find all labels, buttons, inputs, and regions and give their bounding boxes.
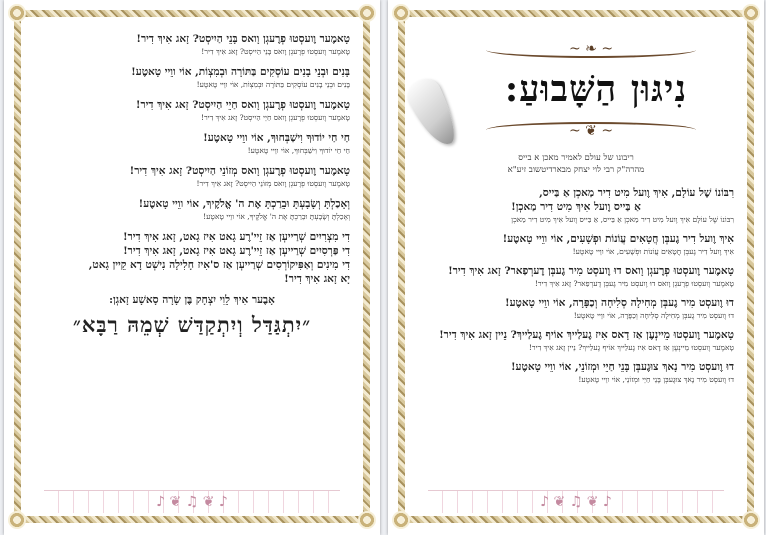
verse-line: וְאָכַלְתָּ וְשָׂבָעְתָּ וּבֵרַכְתָּ אֶת ה' אֱלֹקֶיךָ, אוֹי ווֵיי טָאטֶע! — [138, 198, 350, 210]
verse-line: חַי חַי יוֹדוּךָ וִישַׁבְּחוּךָ, אוֹי ווֵיי טָאטֶע! — [203, 132, 350, 144]
nations-line: דִי פַּרְסִיִים שְׁרַייעְן אַז זֵיי'רֶע גָאט אִיז גָאט, זָאג אִיךְ דִיר! — [123, 245, 350, 257]
verse-block — [418, 264, 734, 289]
verse-block — [34, 32, 350, 57]
verse-block — [34, 164, 350, 189]
closing-line: אָבֶער אִיךְ לֵוִי יִצְחָק בֶּן שָׂרָה סָאשָׁע זָאגְן: — [109, 294, 275, 306]
verse-line: דוּ וֶועסְט מִיר נָאךְ צוּגֶעבְּן בָּנֵי חַיֵי וּמְזוֹנֵי, אוֹי ווֵיי טָאטֶע! — [510, 361, 734, 373]
left-page-text — [34, 32, 350, 338]
verse-block — [34, 197, 350, 222]
verse-line: רִבּוֹנוֹ שֶׁל עוֹלָם, אִיךְ וֶועל מִיט דִיר מַאכְן אַ בַּייס, — [539, 187, 734, 199]
verse-block — [34, 98, 350, 123]
verse-line: טָאמֶער וֶועסְטוּ פְרֶעגְן וָואס בָּנֵי הַיִיסְט? זָאג אִיךְ דִיר! — [136, 33, 350, 45]
nations-line: דִי מִצְרִיִים שְׁרַייעְן אַז זֵיי'רֶע גָאט אִיז גָאט, זָאג אִיךְ דִיר! — [123, 231, 350, 243]
kaddish-heading: ״יִתְגַּדַּל וְיִתְקַדַּשׁ שְׁמֵהּ רַבָּא״ — [72, 312, 312, 337]
corner-ornament — [742, 4, 760, 22]
verse-transliteration: בָּנִים וּבְנֵי בָנִים עוֹסְקִים בַּתּוֹרָה וּבְמִצְוֹת, אוֹי ווֵיי טָאטֶע! — [196, 80, 350, 89]
swirl-ornament-top: ~ ❧ ~ — [486, 42, 696, 58]
verse-transliteration: טָאמֶער וֶועסְטוּ פְרֶעגְן וָואס מְזוֹנֵי הַיִיסְט? זָאג אִיךְ דִיר! — [196, 179, 350, 188]
verse-transliteration: דוּ וֶועסְט מִיר גֶעבְּן מְחִילָה סְלִיחָה וְכַפָּרָה, אוֹי ווֵיי טָאטֶע! — [573, 311, 734, 320]
verse-block — [418, 232, 734, 257]
verse-line: טָאמֶער וֶועסְטוּ פְרֶעגְן וָואס דוּ וֶועסְט מִיר גֶעבְּן דֶערְפַאר? זָאג אִיךְ דִיר! — [448, 265, 734, 277]
verse-line: בָּנִים וּבְנֵי בָנִים עוֹסְקִים בַּתּוֹרָה וּבְמִצְוֹת, אוֹי ווֵיי טָאטֶע! — [131, 66, 350, 78]
verse-line: אִיךְ וֶועל דִיר גֶעבְּן חֲטָאִים עֲוֹנוֹת וּפְשָׁעִים, אוֹי ווֵיי טָאטֶע! — [502, 233, 734, 245]
verse-line: טָאמֶער וֶועסְטוּ מֵיינְעֶן אַז דָאס אִיז גֶעלַייךְ אוֹיף גֶעלַייךְ? נֵיין זָאג אִיךְ דִיר! — [439, 329, 734, 341]
subtitle-line: ריבונו של עולם לאמיר מאכן א בייס — [518, 153, 634, 163]
verse-block — [418, 360, 734, 385]
verse-block — [418, 296, 734, 321]
nations-line: דִי מִינִים וְאַפִּיקוֹרְסִים שְׁרַייעְן אַז ס'אִיז חָלִילָה נִישְׁט דָא קֵיין גָאט, — [88, 259, 350, 271]
music-notes-decoration: ♪ ❦ ♫ ❦ ♪ — [44, 490, 340, 513]
verse-transliteration: טָאמֶער וֶועסְטוּ פְרֶעגְן וָואס דוּ וֶועסְט מִיר גֶעבְּן דֶערְפַאר? זָאג אִיךְ דִיר! — [534, 279, 734, 288]
swirl-ornament-bottom: ~ ❦ ~ — [486, 122, 696, 138]
verse-line: טָאמֶער וֶועסְטוּ פְרֶעגְן וָואס מְזוֹנֵי הַיִיסְט? זָאג אִיךְ דִיר! — [129, 165, 350, 177]
subtitle-line: מהרה"ק רבי לוי יצחק מבארדיטשוב זיע"א — [507, 165, 645, 175]
page-title: נִיגּוּן הַשָּׁבוּעַ: — [504, 68, 688, 110]
nations-block — [34, 230, 350, 286]
verse-transliteration: טָאמֶער וֶועסְטוּ פְרֶעגְן וָואס בָּנֵי הַיִיסְט? זָאג אִיךְ דִיר! — [201, 47, 350, 56]
corner-ornament — [392, 511, 410, 529]
verse-line: אַ בַּייס וֶועל אִיךְ מִיט דִיר מַאכְן! — [511, 201, 641, 213]
verse-line: דוּ וֶועסְט מִיר גֶעבְּן מְחִילָה סְלִיחָה וְכַפָּרָה, אוֹי ווֵיי טָאטֶע! — [504, 297, 734, 309]
left-page — [4, 0, 380, 535]
title-banner — [416, 36, 736, 146]
corner-ornament — [392, 4, 410, 22]
verse-block — [418, 186, 734, 225]
corner-ornament — [742, 511, 760, 529]
music-notes-decoration: ♪ ❦ ♫ ❦ ♪ — [428, 490, 724, 513]
verse-transliteration: טָאמֶער וֶועסְטוּ פְרֶעגְן וָואס חַיֵי הַיִיסְט? זָאג אִיךְ דִיר! — [200, 113, 350, 122]
verse-block — [34, 131, 350, 156]
subtitle-block — [418, 152, 734, 176]
corner-ornament — [358, 4, 376, 22]
verse-block — [34, 65, 350, 90]
corner-ornament — [8, 511, 26, 529]
right-page — [388, 0, 764, 535]
verse-transliteration: וְאָכַלְתָּ וְשָׂבָעְתָּ וּבֵרַכְתָּ אֶת ה' אֱלֹקֶיךָ, אוֹי ווֵיי טָאטֶע! — [203, 212, 350, 221]
verse-block — [418, 328, 734, 353]
verse-transliteration: דוּ וֶועסְט מִיר נָאךְ צוּגֶעבְּן בָּנֵי חַיֵי וּמְזוֹנֵי, אוֹי ווֵיי טָאטֶע! — [578, 375, 734, 384]
corner-ornament — [358, 511, 376, 529]
verse-line: טָאמֶער וֶועסְטוּ פְרֶעגְן וָואס חַיֵי הַיִיסְט? זָאג אִיךְ דִיר! — [135, 99, 350, 111]
verse-transliteration: חַי חַי יוֹדוּךָ וִישַׁבְּחוּךָ, אוֹי ווֵיי טָאטֶע! — [247, 146, 350, 155]
right-page-text — [418, 152, 734, 392]
verse-transliteration: טָאמֶער וֶועסְטוּ מֵיינְעֶן אַז דָאס אִיז גֶעלַייךְ אוֹיף גֶעלַייךְ? נֵיין זָאג אִיךְ דִיר! — [528, 343, 734, 352]
verse-transliteration: רִבּוֹנוֹ שֶׁל עוֹלָם אִיךְ וֶועל מִיט דִיר מַאכְן אַ בַּייס, אַ בַּייס וֶועל אִיךְ מִיט דִיר מַאכְן — [511, 215, 734, 224]
verse-transliteration: אִיךְ וֶועל דִיר גֶעבְּן חֲטָאִים עֲוֹנוֹת וּפְשָׁעִים, אוֹי ווֵיי טָאטֶע! — [572, 247, 734, 256]
corner-ornament — [8, 4, 26, 22]
nations-line: יָא זָאג אִיךְ דִיר! — [284, 273, 350, 285]
